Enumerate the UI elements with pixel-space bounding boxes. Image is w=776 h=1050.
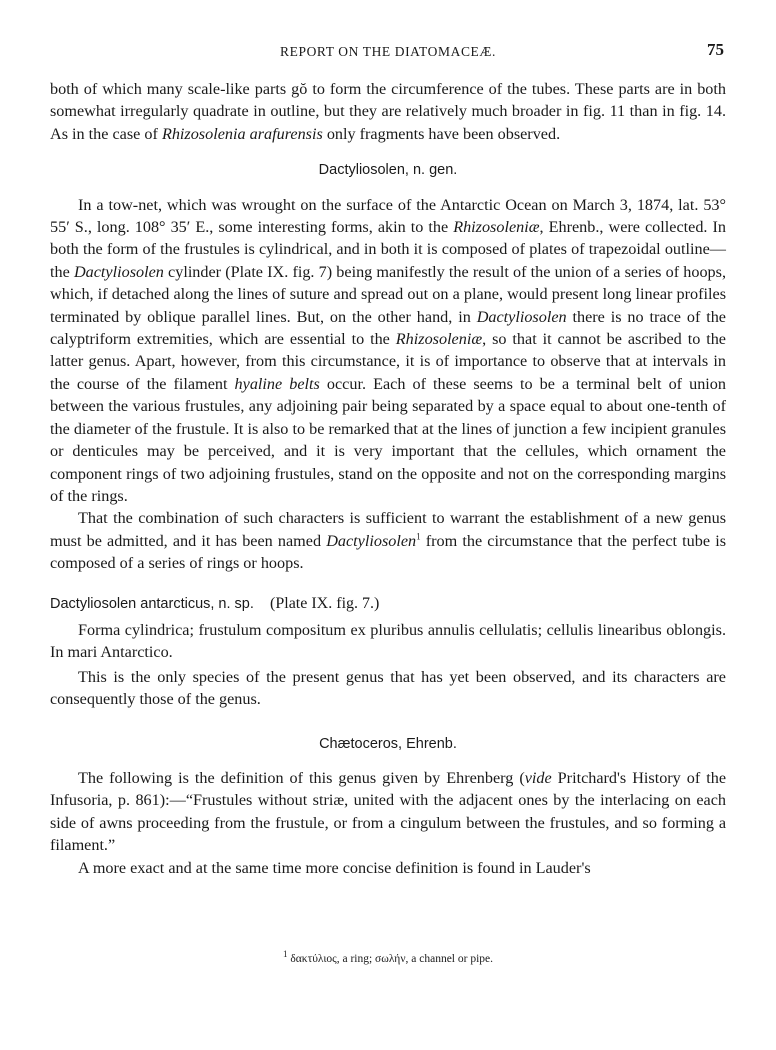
paragraph-species-note: This is the only species of the present genus that has yet been observed, and its characters are consequently those of the genus.: [50, 667, 726, 709]
footnote-text: δακτύλιος, a ring; σωλήν, a channel or pipe.: [290, 953, 494, 965]
paragraph-new-genus: That the combination of such characters is sufficient to warrant the establishment of a new genus must be admitted, and it has been named Dactyliosolen$^1$ from the circumstance that the perfect tube is composed of a series of rings or hoops.: [50, 509, 726, 573]
running-title: REPORT ON THE DIATOMACEÆ.: [280, 44, 496, 59]
species-name-italic: Rhizosolenia arafurensis: [161, 124, 323, 143]
paragraph-lauder: A more exact and at the same time more concise definition is found in Lauder's: [78, 858, 591, 877]
paragraph-ehrenberg-definition: The following is the definition of this genus given by Ehrenberg (vide Pritchard's History of the Infusoria, p. 861):—“Frustules without striæ, united with the adjacent ones by the interlacing on each side of awns proceeding from the frustule, or from a cingulum between the frustules, and so forming a filament.”: [50, 768, 727, 855]
plate-reference: (Plate IX. fig. 7.): [270, 594, 380, 612]
footnote-reference: 1: [416, 531, 421, 542]
paragraph-dactyliosolen-description: In a tow-net, which was wrought on the surface of the Antarctic Ocean on March 3, 1874, lat. 53° 55′ S., long. 108° 35′ E., some interesting forms, akin to the Rhizosoleniæ, Ehrenb., were collected. In both the form of the frustules is cylindrical, and in both it is composed of plates of trapezoidal outline—the Dactyliosolen cylinder (Plate IX. fig. 7) being manifestly the result of the union of a series of hoops, which, if detached along the lines of suture and spread out on a plane, would present long linear profiles terminated by oblique parallel lines. But, on the other hand, in Dactyliosolen there is no trace of the calyptriform extremities, which are essential to the Rhizosoleniæ, so that it cannot be ascribed to the latter genus. Apart, however, from this circumstance, it is of importance to observe that at intervals in the course of the filament hyaline belts occur. Each of these seems to be a terminal belt of union between the various frustules, any adjoining pair being separated by a space equal to about one-tenth of the diameter of the frustule. It is also to be remarked that at the lines of junction a few incipient granules or denticules may be perceived, and it is very important that the cellules, which ornament the component rings of two adjoining frustules, stand on the opposite and not on the corresponding margins of the rings.: [50, 195, 726, 505]
page-number: 75: [707, 40, 724, 59]
running-head: [50, 40, 726, 62]
paragraph-continued: both of which many scale-like parts gŏ to form the circumference of the tubes. These parts are in both somewhat irregularly quadrate in outline, but they are relatively much broader in fig. 11 than in fig. 14. As in the case of Rhizosolenia arafurensis only fragments have been observed.: [50, 80, 726, 143]
species-name: Dactyliosolen antarcticus, n. sp.: [50, 595, 254, 612]
paragraph-latin-diagnosis: Forma cylindrica; frustulum compositum ex pluribus annulis cellulatis; cellulis linearibus oblongis. In mari Antarctico.: [50, 620, 726, 662]
body-text: [50, 78, 726, 879]
section-heading-dactyliosolen: Dactyliosolen, n. gen.: [318, 162, 458, 179]
footnote: [0, 949, 776, 966]
footnote-mark: 1: [282, 949, 288, 960]
species-heading: [50, 593, 726, 615]
section-heading-chaetoceros: Chætoceros, Ehrenb.: [319, 735, 457, 752]
